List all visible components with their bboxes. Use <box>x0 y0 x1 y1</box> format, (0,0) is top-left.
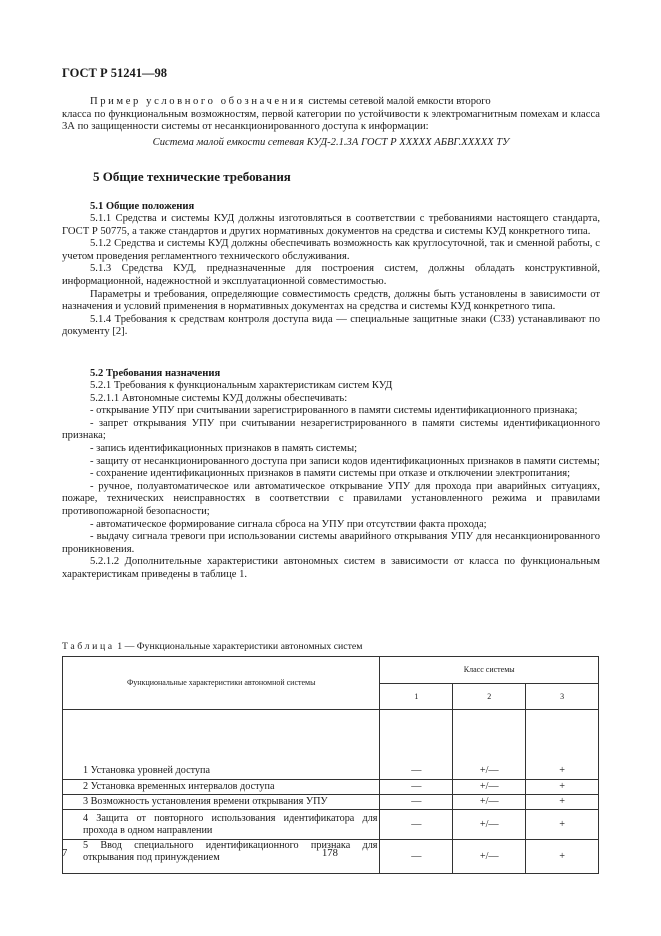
paragraph: 5.1.4 Требования к средствам контроля доступа вида — специальные защитные знаки (СЗЗ) устанавливают по документу [2]. <box>62 313 600 338</box>
page-number: 178 <box>322 848 338 859</box>
table-cell: — <box>380 840 453 874</box>
table-cell: +/— <box>453 810 526 840</box>
table-caption-text: 1 — Функциональные характеристики автономных систем <box>114 641 363 652</box>
table-cell-label: 1 Установка уровней доступа <box>63 710 380 780</box>
list-item: - сохранение идентификационных признаков в памяти системы при отказе и отключении электропитания; <box>90 468 571 480</box>
table-caption <box>62 641 362 652</box>
list-item: - автоматическое формирование сигнала сброса на УПУ при отсутствии факта прохода; <box>90 518 487 530</box>
example-rest-1: системы сетевой малой емкости второго <box>305 96 491 107</box>
paragraph: 5.2.1 Требования к функциональным характеристикам систем КУД <box>90 380 393 391</box>
paragraph: 5.2.1.1 Автономные системы КУД должны обеспечивать: <box>90 392 348 404</box>
paragraph: Параметры и требования, определяющие совместимость средств, должны быть установлены в зависимости от назначения и условий применения в нормативных документах на средства и системы КУД конкретного типа. <box>62 288 600 313</box>
table-header-characteristics: Функциональные характеристики автономной системы <box>63 657 380 710</box>
paragraph: 5.2.1.2 Дополнительные характеристики автономных систем в зависимости от класса по функциональным характеристикам приведены в таблице 1. <box>62 556 600 580</box>
table-header-class-col: 2 <box>453 684 526 710</box>
table-row <box>63 795 599 810</box>
paragraphs-block-b <box>62 380 600 582</box>
list-item: - защиту от несанкционированного доступа при записи кодов идентификационных признаков в памяти системы; <box>90 455 600 467</box>
table-cell: + <box>526 780 599 795</box>
table-header-class: Класс системы <box>380 657 599 684</box>
table-cell-label: 2 Установка временных интервалов доступа <box>63 780 380 795</box>
table-row <box>63 780 599 795</box>
example-designation: Система малой емкости сетевая КУД-2.1.3А ГОСТ Р ХХХХХ АБВГ.ХХХХХ ТУ <box>152 137 510 148</box>
table-cell: — <box>380 710 453 780</box>
section-5-1-title: 5.1 Общие положения <box>90 201 195 212</box>
table-cell: +/— <box>453 710 526 780</box>
table-cell-label: 5 Ввод специального идентификационного признака для открывания под принуждением <box>63 840 380 874</box>
table-cell-label: 4 Защита от повторного использования идентификатора для прохода в одном направлении <box>63 810 380 840</box>
document-header: ГОСТ Р 51241—98 <box>62 66 168 80</box>
paragraph: 5.1.2 Средства и системы КУД должны обеспечивать возможность как круглосуточной, так и сменной работы, с учетом проведения регламентного технического обслуживания. <box>62 238 600 262</box>
section-5-2-title: 5.2 Требования назначения <box>90 368 221 379</box>
table-row <box>63 710 599 780</box>
table-cell: +/— <box>453 795 526 810</box>
characteristics-table <box>62 656 599 874</box>
paragraph: 5.1.3 Средства КУД, предназначенные для построения систем, должны обладать конструктивной, информационной, надежностной и эксплуатационной совместимостью. <box>62 263 600 287</box>
example-rest-2: класса по функциональным возможностям, первой категории по устойчивости к электромагнитным помехам и класса 3А по защищенности системы от несанкционированного доступа к информации: <box>62 108 600 133</box>
table-caption-word: Таблица <box>62 641 115 652</box>
table-cell: — <box>380 780 453 795</box>
table-cell: + <box>526 840 599 874</box>
paragraph: 5.1.1 Средства и системы КУД должны изготовляться в соответствии с требованиями настоящего стандарта, ГОСТ Р 50775, а также стандартов и других нормативных документов на средства и системы КУД конкретного типа. <box>62 213 600 237</box>
paragraphs-block-a <box>62 213 600 339</box>
list-item: - открывание УПУ при считывании зарегистрированного в памяти системы идентификационного признака; <box>90 405 578 417</box>
example-lead: Пример условного обозначения <box>90 96 306 107</box>
table-cell-label: 3 Возможность установления времени открывания УПУ <box>63 795 380 810</box>
list-item: - выдачу сигнала тревоги при использовании системы аварийного открывания УПУ для несанкционированного проникновения. <box>62 531 600 555</box>
example-paragraph <box>62 96 600 134</box>
footer-left-number: 7 <box>62 848 68 859</box>
table-cell: +/— <box>453 780 526 795</box>
list-item: - запись идентификационных признаков в память системы; <box>90 442 358 454</box>
table-cell: + <box>526 795 599 810</box>
table-cell: — <box>380 810 453 840</box>
table-row <box>63 810 599 840</box>
list-item: - ручное, полуавтоматическое или автоматическое открывание УПУ для прохода при аварийных ситуациях, пожаре, технических неисправностях в соответствии с правилами установленного режима и правилами противопожарной безопасности; <box>62 480 600 517</box>
table-cell: + <box>526 810 599 840</box>
table-cell: +/— <box>453 840 526 874</box>
table-header-class-col: 3 <box>526 684 599 710</box>
table-header-class-col: 1 <box>380 684 453 710</box>
section-5-title: 5 Общие технические требования <box>93 169 291 184</box>
table-cell: + <box>526 710 599 780</box>
table-cell: — <box>380 795 453 810</box>
list-item: - запрет открывания УПУ при считывании незарегистрированного в памяти системы идентификационного признака; <box>62 417 600 442</box>
